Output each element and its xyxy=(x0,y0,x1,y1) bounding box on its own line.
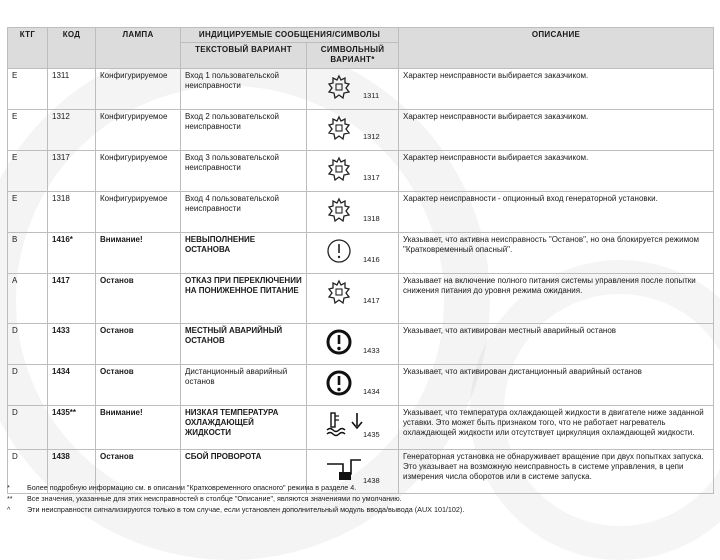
row-message: МЕСТНЫЙ АВАРИЙНЫЙ ОСТАНОВ xyxy=(181,324,307,365)
symbol-code: 1417 xyxy=(363,296,380,305)
row-description: Указывает, что температура охлаждающей жидкости в двигателе ниже заданной уставки. Это может быть признаком того, что не работает нагреватель охлаждающей жидкости или отсутствует циркуляция охлаждающей жидкости. xyxy=(399,406,714,450)
row-ktg: D xyxy=(8,365,48,406)
symbol-code: 1311 xyxy=(363,91,380,100)
symbol-code: 1438 xyxy=(363,476,380,485)
row-symbol xyxy=(307,365,399,406)
row-message: НИЗКАЯ ТЕМПЕРАТУРА ОХЛАЖДАЮЩЕЙ ЖИДКОСТИ xyxy=(181,406,307,450)
row-symbol xyxy=(307,233,399,274)
gear-fault-icon xyxy=(325,278,353,306)
row-lamp: Конфигурируемое xyxy=(96,192,181,233)
row-description: Характер неисправности выбирается заказчиком. xyxy=(399,151,714,192)
row-description: Характер неисправности выбирается заказчиком. xyxy=(399,110,714,151)
row-message: СБОЙ ПРОВОРОТА xyxy=(181,450,307,494)
row-ktg: E xyxy=(8,69,48,110)
row-message: Вход 4 пользовательской неисправности xyxy=(181,192,307,233)
footnote-text: Все значения, указанные для этих неисправностей в столбце "Описание", являются значениями по умолчанию. xyxy=(27,494,402,503)
footnote xyxy=(7,504,713,515)
row-lamp: Останов xyxy=(96,274,181,324)
table-row xyxy=(8,233,714,274)
row-ktg: E xyxy=(8,151,48,192)
row-symbol xyxy=(307,274,399,324)
row-description: Характер неисправности выбирается заказчиком. xyxy=(399,69,714,110)
footnote-text: Эти неисправности сигнализируются только в том случае, если установлен дополнительный модуль ввода/вывода (AUX 101/102). xyxy=(27,505,465,514)
footnote-mark: ^ xyxy=(7,505,11,514)
table-row xyxy=(8,406,714,450)
warning-circle-icon xyxy=(325,237,353,265)
row-message: Вход 2 пользовательской неисправности xyxy=(181,110,307,151)
footnote xyxy=(7,482,713,493)
table-row xyxy=(8,192,714,233)
row-symbol xyxy=(307,69,399,110)
row-message: ОТКАЗ ПРИ ПЕРЕКЛЮЧЕНИИ НА ПОНИЖЕННОЕ ПИТАНИЕ xyxy=(181,274,307,324)
symbol-code: 1318 xyxy=(363,214,380,223)
row-description: Указывает, что активирован местный аварийный останов xyxy=(399,324,714,365)
table-row xyxy=(8,110,714,151)
row-description: Характер неисправности - опционный вход генераторной установки. xyxy=(399,192,714,233)
header-symbol-variant: СИМВОЛЬНЫЙ ВАРИАНТ* xyxy=(307,43,399,69)
row-code: 1311 xyxy=(48,69,96,110)
row-lamp: Конфигурируемое xyxy=(96,69,181,110)
row-ktg: E xyxy=(8,110,48,151)
row-symbol xyxy=(307,151,399,192)
row-code: 1416* xyxy=(48,233,96,274)
symbol-code: 1312 xyxy=(363,132,380,141)
row-symbol xyxy=(307,406,399,450)
symbol-code: 1433 xyxy=(363,346,380,355)
footnotes xyxy=(7,482,713,515)
header-text-variant: ТЕКСТОВЫЙ ВАРИАНТ xyxy=(181,43,307,69)
header-ktg: КТГ xyxy=(8,28,48,69)
row-code: 1433 xyxy=(48,324,96,365)
row-symbol xyxy=(307,192,399,233)
row-code: 1317 xyxy=(48,151,96,192)
footnote xyxy=(7,493,713,504)
row-lamp: Останов xyxy=(96,324,181,365)
gear-fault-icon xyxy=(325,73,353,101)
row-ktg: D xyxy=(8,406,48,450)
row-lamp: Останов xyxy=(96,450,181,494)
row-ktg: E xyxy=(8,192,48,233)
row-ktg: B xyxy=(8,233,48,274)
row-description: Указывает на включение полного питания системы управления после попытки снижения питания до уровня режима ожидания. xyxy=(399,274,714,324)
gear-fault-icon xyxy=(325,155,353,183)
emergency-stop-icon xyxy=(325,369,353,397)
gear-fault-icon xyxy=(325,114,353,142)
row-code: 1312 xyxy=(48,110,96,151)
emergency-stop-icon xyxy=(325,328,353,356)
fault-code-table xyxy=(7,27,714,494)
table-row xyxy=(8,274,714,324)
row-code: 1438 xyxy=(48,450,96,494)
row-description: Указывает, что активирован дистанционный аварийный останов xyxy=(399,365,714,406)
header-kod: КОД xyxy=(48,28,96,69)
symbol-code: 1416 xyxy=(363,255,380,264)
row-ktg: D xyxy=(8,324,48,365)
row-lamp: Конфигурируемое xyxy=(96,110,181,151)
row-lamp: Конфигурируемое xyxy=(96,151,181,192)
footnote-mark: ** xyxy=(7,494,13,503)
row-code: 1435** xyxy=(48,406,96,450)
row-description: Указывает, что активна неисправность "Останов", но она блокируется режимом "Кратковременный опасный". xyxy=(399,233,714,274)
row-symbol xyxy=(307,324,399,365)
gear-fault-icon xyxy=(325,196,353,224)
footnote-text: Более подробную информацию см. в описании "Кратковременного опасного" режима в разделе 4. xyxy=(27,483,357,492)
row-lamp: Внимание! xyxy=(96,233,181,274)
row-message: НЕВЫПОЛНЕНИЕ ОСТАНОВА xyxy=(181,233,307,274)
row-message: Вход 3 пользовательской неисправности xyxy=(181,151,307,192)
footnote-mark: * xyxy=(7,483,10,492)
symbol-code: 1434 xyxy=(363,387,380,396)
row-lamp: Останов xyxy=(96,365,181,406)
table-row xyxy=(8,324,714,365)
row-ktg: D xyxy=(8,450,48,494)
header-opisanie: ОПИСАНИЕ xyxy=(399,28,714,69)
row-message: Дистанционный аварийный останов xyxy=(181,365,307,406)
crank-fail-icon xyxy=(325,454,365,482)
row-ktg: A xyxy=(8,274,48,324)
row-description: Генераторная установка не обнаруживает вращение при двух попытках запуска. Это указывает на возможную неисправность в системе управления, в цепи измерения числа оборотов или в системе запуска. xyxy=(399,450,714,494)
row-code: 1417 xyxy=(48,274,96,324)
row-code: 1318 xyxy=(48,192,96,233)
symbol-code: 1317 xyxy=(363,173,380,182)
header-lampa: ЛАМПА xyxy=(96,28,181,69)
symbol-code: 1435 xyxy=(363,430,380,439)
table-row xyxy=(8,151,714,192)
row-message: Вход 1 пользовательской неисправности xyxy=(181,69,307,110)
row-lamp: Внимание! xyxy=(96,406,181,450)
table-row xyxy=(8,69,714,110)
row-code: 1434 xyxy=(48,365,96,406)
header-indicated: ИНДИЦИРУЕМЫЕ СООБЩЕНИЯ/СИМВОЛЫ xyxy=(181,28,399,43)
table-row xyxy=(8,365,714,406)
row-symbol xyxy=(307,110,399,151)
